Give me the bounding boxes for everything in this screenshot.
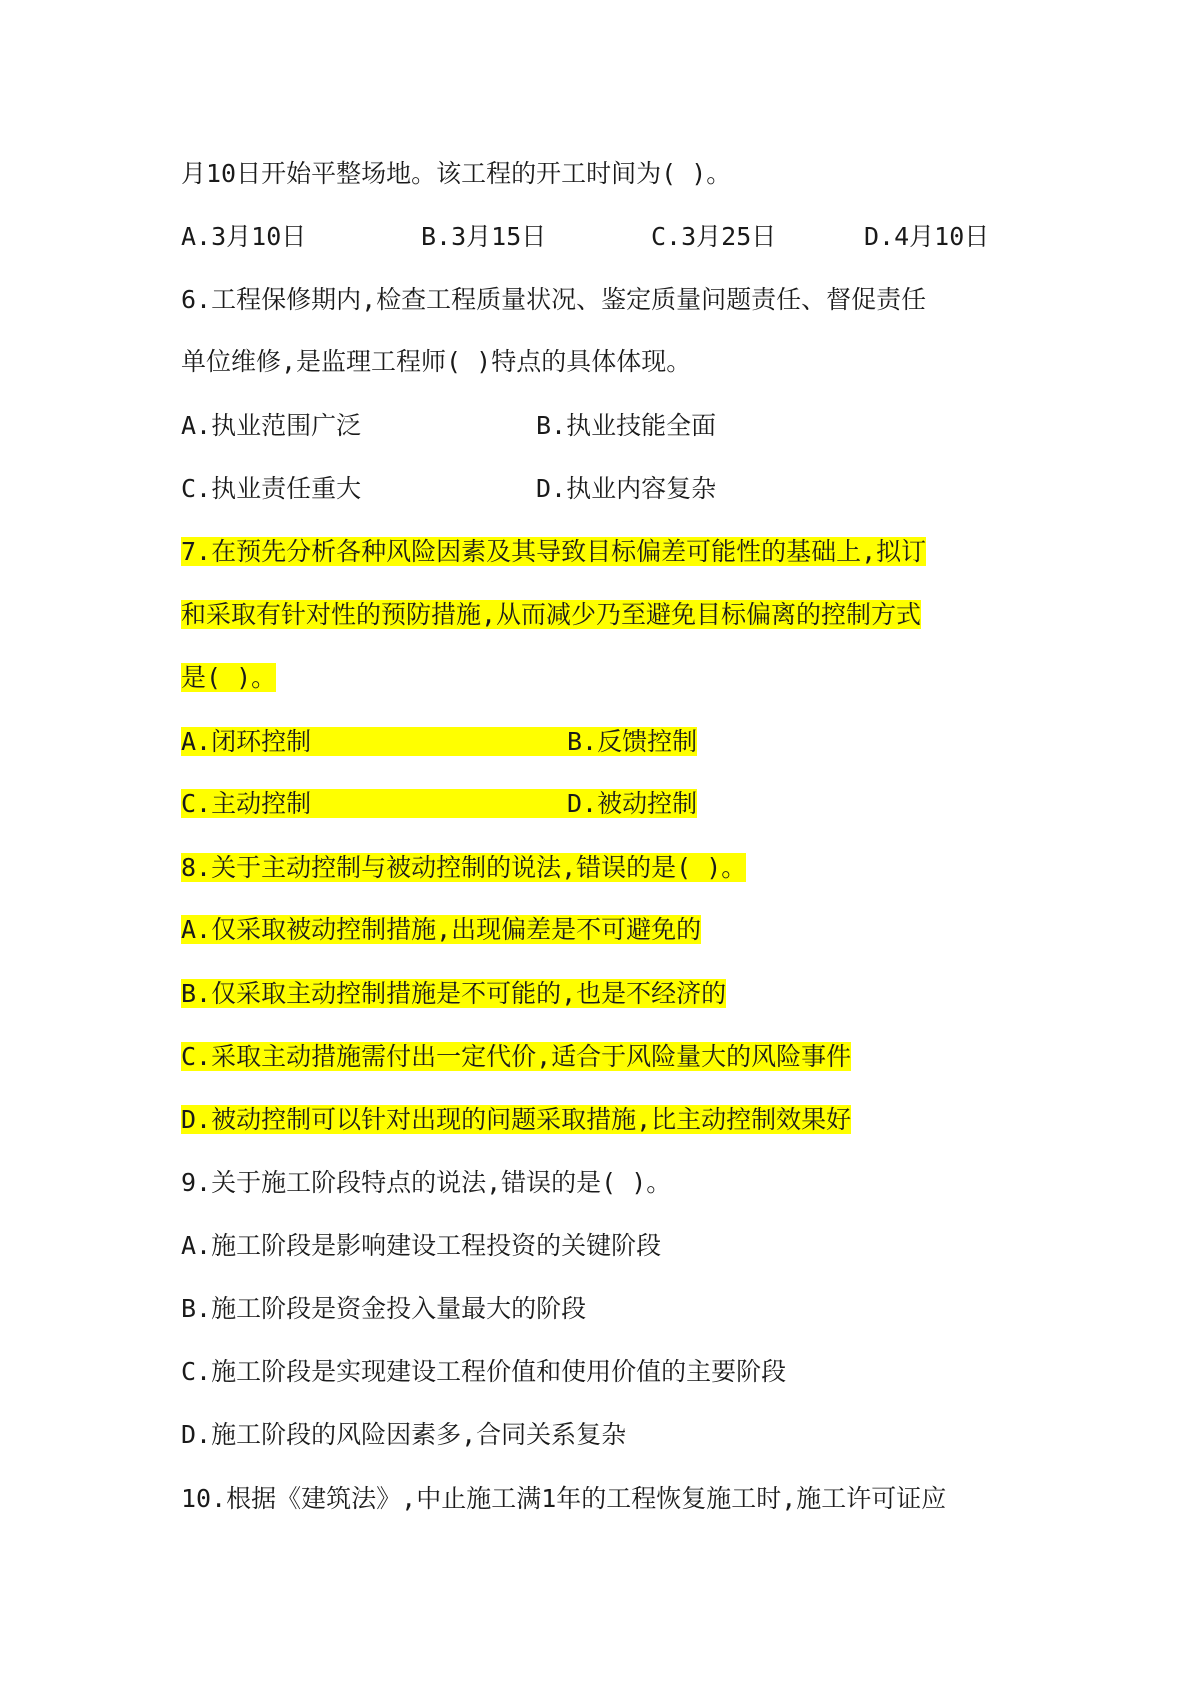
q5-option-c: C.3月25日 xyxy=(651,222,777,251)
q7-stem-line-3 xyxy=(181,660,276,696)
q6-option-a: A.执业范围广泛 xyxy=(181,411,362,440)
q8-option-c xyxy=(181,1039,851,1075)
q7-options-ab xyxy=(181,724,697,760)
q7-stem-line-1 xyxy=(181,534,926,570)
highlight: A.仅采取被动控制措施,出现偏差是不可避免的 xyxy=(181,915,702,944)
q6-option-c: C.执业责任重大 xyxy=(181,474,362,503)
q9-option-b: B.施工阶段是资金投入量最大的阶段 xyxy=(181,1294,587,1323)
q6-stem-line-2: 单位维修,是监理工程师( )特点的具体体现。 xyxy=(181,347,692,376)
q6-option-b: B.执业技能全面 xyxy=(536,411,717,440)
q5-stem-continuation: 月10日开始平整场地。该工程的开工时间为( )。 xyxy=(181,159,732,188)
q8-option-d xyxy=(181,1102,851,1138)
q9-option-a: A.施工阶段是影响建设工程投资的关键阶段 xyxy=(181,1231,662,1260)
q7-options-cd xyxy=(181,786,697,822)
highlight: B.仅采取主动控制措施是不可能的,也是不经济的 xyxy=(181,979,727,1008)
highlight: 和采取有针对性的预防措施,从而减少乃至避免目标偏离的控制方式 xyxy=(181,600,922,629)
q9-option-d: D.施工阶段的风险因素多,合同关系复杂 xyxy=(181,1420,627,1449)
highlight: D.被动控制可以针对出现的问题采取措施,比主动控制效果好 xyxy=(181,1105,852,1134)
q8-stem xyxy=(181,850,746,886)
highlight: 7.在预先分析各种风险因素及其导致目标偏差可能性的基础上,拟订 xyxy=(181,537,927,566)
q9-option-c: C.施工阶段是实现建设工程价值和使用价值的主要阶段 xyxy=(181,1357,787,1386)
highlight: C.主动控制 D.被动控制 xyxy=(181,789,698,818)
q8-option-b xyxy=(181,976,726,1012)
q5-option-a: A.3月10日 xyxy=(181,222,307,251)
q10-stem-line-1: 10.根据《建筑法》,中止施工满1年的工程恢复施工时,施工许可证应 xyxy=(181,1484,947,1513)
q6-stem-line-1: 6.工程保修期内,检查工程质量状况、鉴定质量问题责任、督促责任 xyxy=(181,285,927,314)
highlight: C.采取主动措施需付出一定代价,适合于风险量大的风险事件 xyxy=(181,1042,852,1071)
q5-option-b: B.3月15日 xyxy=(421,222,547,251)
q8-option-a xyxy=(181,912,701,948)
highlight: A.闭环控制 B.反馈控制 xyxy=(181,727,698,756)
q5-options xyxy=(0,219,1191,255)
q6-option-d: D.执业内容复杂 xyxy=(536,474,717,503)
q7-stem-line-2 xyxy=(181,597,921,633)
q9-stem: 9.关于施工阶段特点的说法,错误的是( )。 xyxy=(181,1168,672,1197)
highlight: 8.关于主动控制与被动控制的说法,错误的是( )。 xyxy=(181,853,747,882)
highlight: 是( )。 xyxy=(181,663,277,692)
q5-option-d: D.4月10日 xyxy=(864,222,990,251)
